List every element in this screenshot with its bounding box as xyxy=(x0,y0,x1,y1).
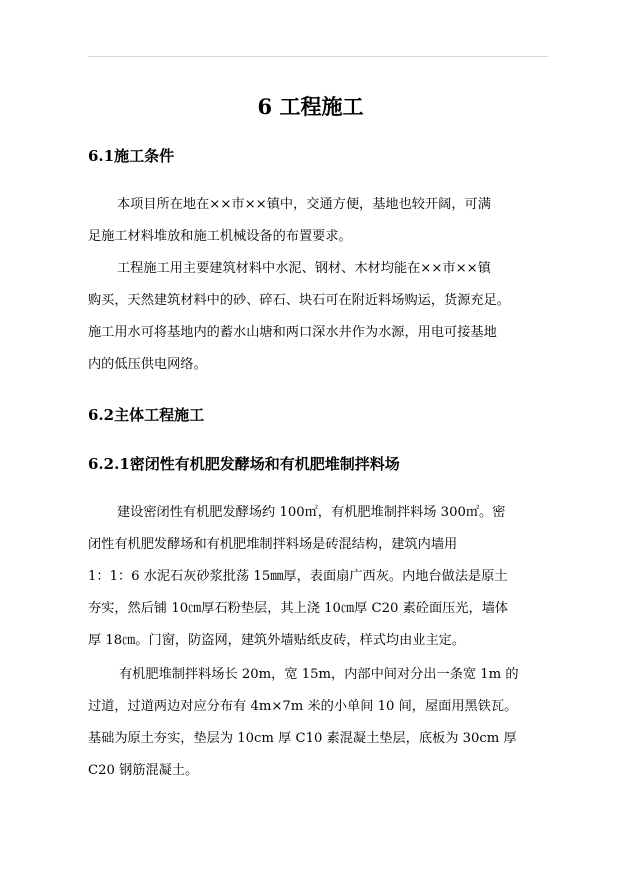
text-line: C20 钢筋混凝土。 xyxy=(88,763,199,778)
text-line: 1：1：6 水泥石灰砂浆批荡 15㎜厚，表面扇广西灰。内地台做法是原土 xyxy=(88,569,508,584)
text-line: 夯实，然后铺 10㎝厚石粉垫层，其上浇 10㎝厚 C20 素砼面压光，墙体 xyxy=(88,601,509,616)
text-line: 内的低压供电网络。 xyxy=(88,357,207,372)
text-line: 购买，天然建筑材料中的砂、碎石、块石可在附近料场购运，货源充足。 xyxy=(88,293,510,308)
text-line: 本项目所在地在××市××镇中，交通方便，基地也较开阔，可满 xyxy=(117,197,491,212)
subsection-heading-6-2-1: 6.2.1密闭性有机肥发酵场和有机肥堆制拌料场 xyxy=(88,455,400,473)
paragraph-conditions-2 xyxy=(88,253,550,381)
text-line: 施工用水可将基地内的蓄水山塘和两口深水井作为水源，用电可接基地 xyxy=(88,325,497,340)
text-line: 基础为原土夯实，垫层为 10cm 厚 C10 素混凝土垫层，底板为 30cm 厚 xyxy=(88,731,517,746)
paragraph-conditions-1 xyxy=(88,189,550,253)
text-line: 有机肥堆制拌料场长 20m，宽 15m，内部中间对分出一条宽 1m 的 xyxy=(119,667,519,682)
paragraph-fermentation-1 xyxy=(88,497,550,657)
page-title: 6 工程施工 xyxy=(257,94,364,119)
header-rule xyxy=(88,56,548,57)
text-line: 足施工材料堆放和施工机械设备的布置要求。 xyxy=(88,229,352,244)
text-line: 建设密闭性有机肥发酵场约 100㎡，有机肥堆制拌料场 300㎡。密 xyxy=(117,505,506,520)
text-line: 工程施工用主要建筑材料中水泥、钢材、木材均能在××市××镇 xyxy=(117,261,491,276)
section-heading-6-2: 6.2主体工程施工 xyxy=(88,406,205,424)
text-line: 厚 18㎝。门窗，防盗网，建筑外墙贴纸皮砖，样式均由业主定。 xyxy=(88,633,466,648)
section-heading-6-1: 6.1施工条件 xyxy=(88,147,175,165)
paragraph-fermentation-2 xyxy=(88,659,550,787)
text-line: 过道，过道两边对应分布有 4m×7m 米的小单间 10 间，屋面用黑铁瓦。 xyxy=(88,699,518,714)
text-line: 闭性有机肥发酵场和有机肥堆制拌料场是砖混结构，建筑内墙用 xyxy=(88,537,458,552)
